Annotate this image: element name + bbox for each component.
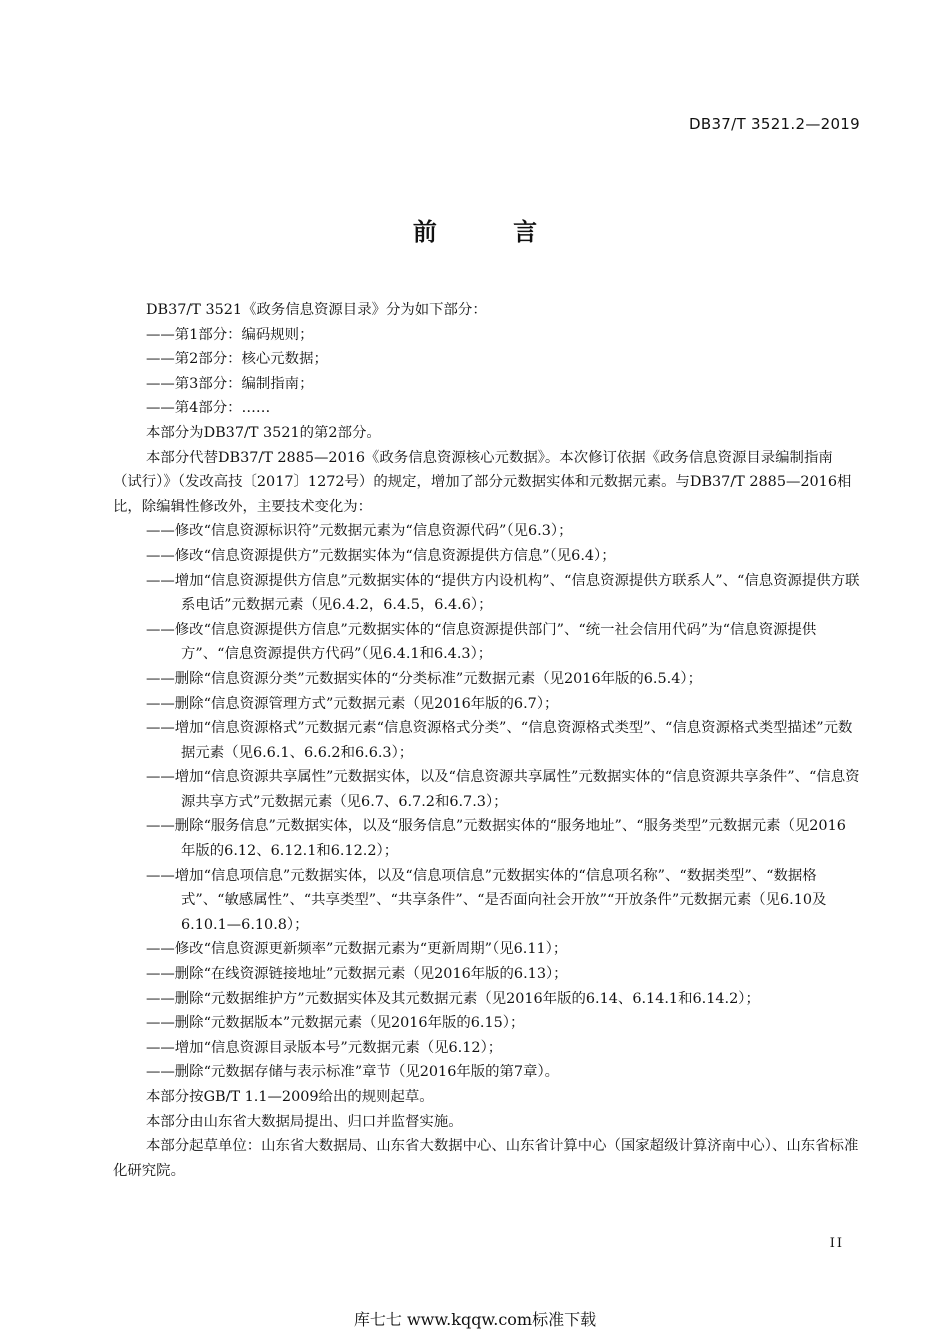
page-title: 前 言 (412, 218, 572, 246)
list-item: ——增加“信息资源提供方信息”元数据实体的“提供方内设机构”、“信息资源提供方联系人”、“信息资源提供方联系电话”元数据元素（见6.4.2，6.4.5，6.4.6）； (146, 572, 860, 614)
paragraph: 本部分为DB37/T 3521的第2部分。 (146, 424, 381, 441)
list-item: ——修改“信息资源标识符”元数据元素为“信息资源代码”（见6.3）； (146, 523, 573, 540)
list-item: ——删除“元数据存储与表示标准”章节（见2016年版的第7章）。 (146, 1064, 560, 1081)
list-item: ——修改“信息资源提供方信息”元数据实体的“信息资源提供部门”、“统一社会信用代码”为“信息资源提供方”、“信息资源提供方代码”（见6.4.1和6.4.3）； (146, 621, 817, 663)
paragraph: 本部分按GB/T 1.1—2009给出的规则起草。 (146, 1089, 434, 1105)
paragraph: 本部分由山东省大数据局提出、归口并监督实施。 (146, 1113, 463, 1130)
standard-code: DB37/T 3521.2—2019 (689, 115, 860, 133)
list-item: ——增加“信息资源共享属性”元数据实体，以及“信息资源共享属性”元数据实体的“信息资源共享条件”、“信息资源共享方式”元数据元素（见6.7、6.7.2和6.7.3）； (146, 769, 860, 810)
list-item: ——删除“元数据维护方”元数据实体及其元数据元素（见2016年版的6.14、6.14.1和6.14.2）； (146, 990, 760, 1007)
list-item: ——修改“信息资源提供方”元数据实体为“信息资源提供方信息”（见6.4）； (146, 547, 616, 564)
list-item: ——第2部分：核心元数据； (146, 351, 328, 368)
footer-watermark: 库七七 www.kqqw.com标准下载 (353, 1310, 597, 1329)
list-item: ——删除“信息资源管理方式”元数据元素（见2016年版的6.7）； (146, 695, 559, 712)
list-item: ——修改“信息资源更新频率”元数据元素为“更新周期”（见6.11）； (146, 941, 568, 958)
page-number: II (829, 1236, 844, 1251)
list-item: ——第4部分：…… (146, 400, 271, 417)
paragraph: 本部分起草单位：山东省大数据局、山东省大数据中心、山东省计算中心（国家超级计算济南中心）、山东省标准化研究院。 (113, 1138, 859, 1179)
list-item: ——删除“元数据版本”元数据元素（见2016年版的6.15）； (146, 1015, 525, 1032)
list-item: ——删除“在线资源链接地址”元数据元素（见2016年版的6.13）； (146, 966, 568, 983)
document-body (113, 298, 860, 1183)
paragraph: DB37/T 3521《政务信息资源目录》分为如下部分： (146, 302, 487, 318)
list-item: ——增加“信息资源格式”元数据元素“信息资源格式分类”、“信息资源格式类型”、“信息资源格式类型描述”元数据元素（见6.6.1、6.6.2和6.6.3）； (146, 720, 853, 761)
paragraph: 本部分代替DB37/T 2885—2016《政务信息资源核心元数据》。本次修订依据《政务信息资源目录编制指南（试行）》（发改高技〔2017〕1272号）的规定，增加了部分元数据实体和元数据元素。与DB37/T 2885—2016相比，除编辑性修改外，主要技术变化为： (113, 449, 852, 515)
list-item: ——增加“信息资源目录版本号”元数据元素（见6.12）； (146, 1039, 503, 1056)
list-item: ——第3部分：编制指南； (146, 375, 314, 392)
list-item: ——第1部分：编码规则； (146, 326, 314, 343)
list-item: ——增加“信息项信息”元数据实体，以及“信息项信息”元数据实体的“信息项名称”、“数据类型”、“数据格式”、“敏感属性”、“共享类型”、“共享条件”、“是否面向社会开放”“开放条件”元数据元素（见6.10及6.10.1—6.10.8）； (146, 867, 827, 933)
list-item: ——删除“信息资源分类”元数据实体的“分类标准”元数据元素（见2016年版的6.5.4）； (146, 670, 702, 687)
list-item: ——删除“服务信息”元数据实体，以及“服务信息”元数据实体的“服务地址”、“服务类型”元数据元素（见2016年版的6.12、6.12.1和6.12.2）； (146, 818, 846, 860)
